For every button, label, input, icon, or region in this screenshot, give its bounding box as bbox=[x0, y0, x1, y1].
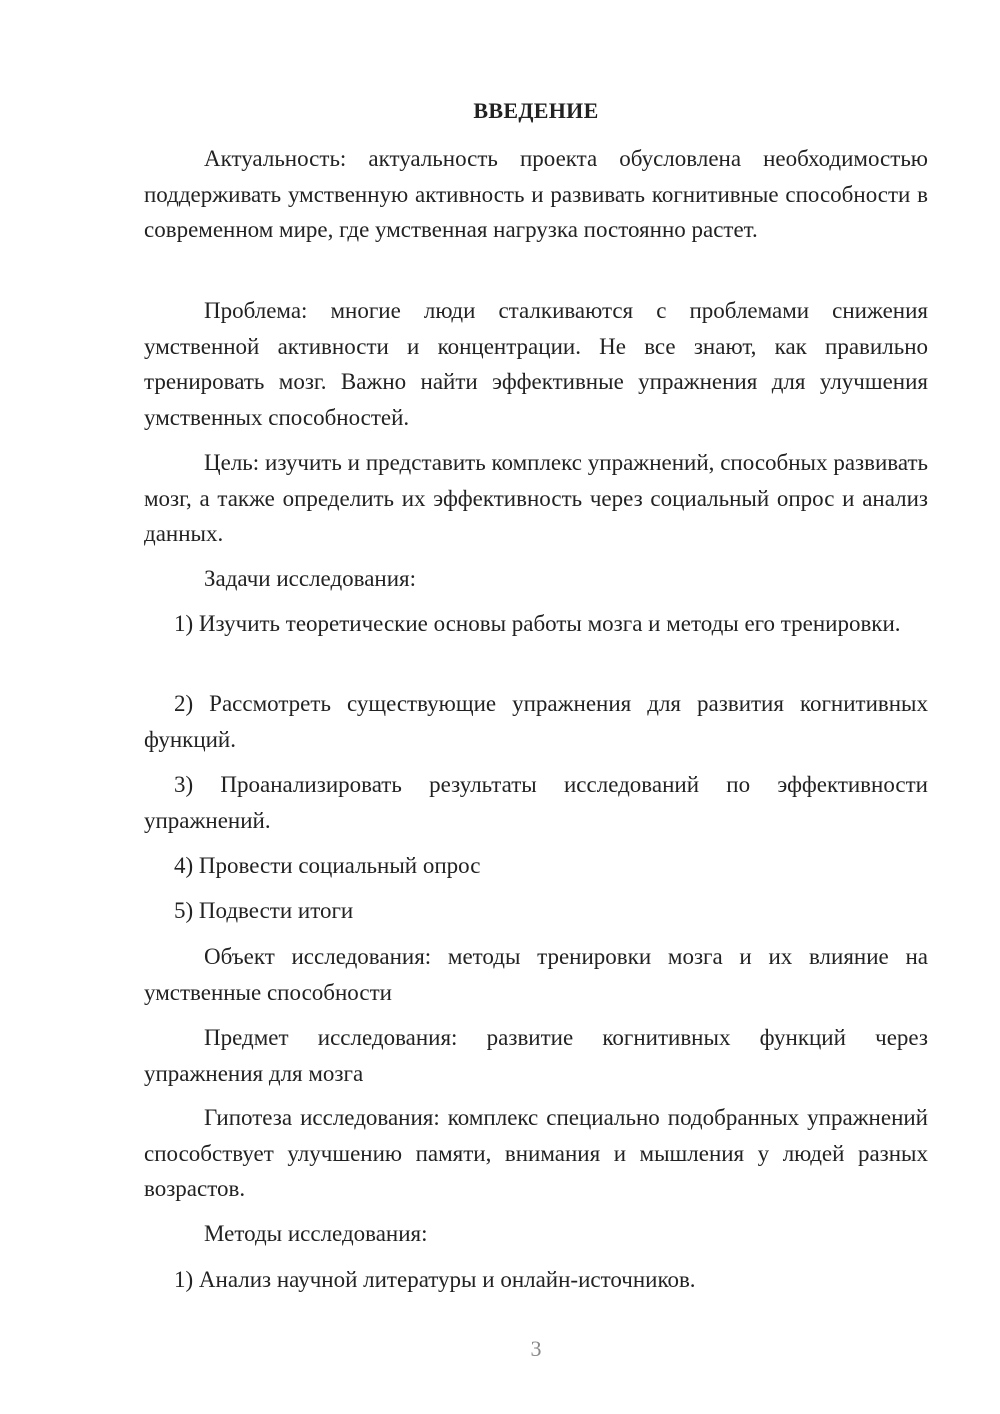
list-item-task-1: 1) Изучить теоретические основы работы мозга и методы его тренировки. bbox=[174, 611, 901, 636]
paragraph-object: Объект исследования: методы тренировки мозга и их влияние на умственные способности bbox=[144, 944, 928, 1005]
paragraph-hypothesis: Гипотеза исследования: комплекс специально подобранных упражнений способствует улучшению памяти, внимания и мышления у людей разных возрастов. bbox=[144, 1105, 928, 1201]
page-number: 3 bbox=[530, 1336, 542, 1361]
paragraph-problem: Проблема: многие люди сталкиваются с проблемами снижения умственной активности и концентрации. Не все знают, как правильно тренировать мозг. Важно найти эффективные упражнения для улучшения умственных способностей. bbox=[144, 298, 928, 430]
list-item-method-1: 1) Анализ научной литературы и онлайн-источников. bbox=[174, 1267, 696, 1292]
section-title: ВВЕДЕНИЕ bbox=[473, 98, 599, 123]
list-item-task-5: 5) Подвести итоги bbox=[174, 898, 354, 923]
list-item-task-3: 3) Проанализировать результаты исследований по эффективности упражнений. bbox=[144, 772, 928, 833]
paragraph-relevance: Актуальность: актуальность проекта обусловлена необходимостью поддерживать умственную активность и развивать когнитивные способности в современном мире, где умственная нагрузка постоянно растет. bbox=[144, 146, 928, 242]
paragraph-subject: Предмет исследования: развитие когнитивных функций через упражнения для мозга bbox=[144, 1025, 928, 1086]
list-item-task-2: 2) Рассмотреть существующие упражнения для развития когнитивных функций. bbox=[144, 691, 928, 752]
paragraph-tasks-heading: Задачи исследования: bbox=[204, 566, 417, 591]
paragraph-methods-heading: Методы исследования: bbox=[204, 1221, 428, 1246]
list-item-task-4: 4) Провести социальный опрос bbox=[174, 853, 481, 878]
paragraph-goal: Цель: изучить и представить комплекс упражнений, способных развивать мозг, а также определить их эффективность через социальный опрос и анализ данных. bbox=[144, 450, 928, 546]
